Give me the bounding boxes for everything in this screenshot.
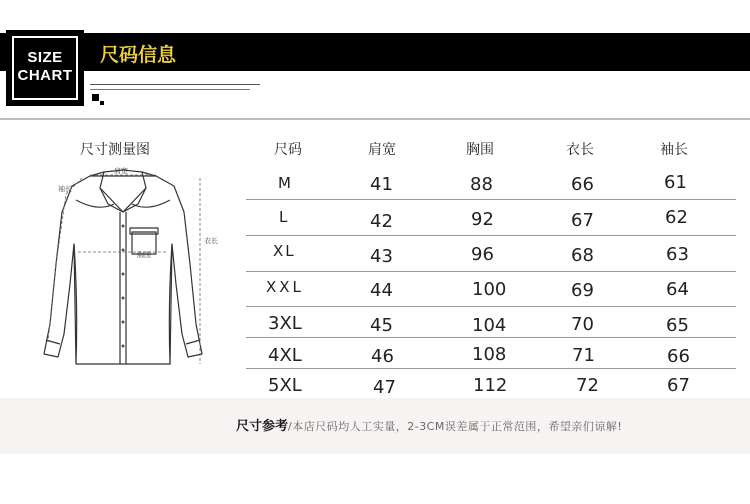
size-chart-badge — [6, 30, 84, 106]
decorative-line — [90, 84, 260, 85]
cell-sleeve: 61 — [664, 172, 687, 193]
shirt-diagram — [22, 164, 222, 379]
cell-size: L — [279, 208, 288, 226]
cell-size: 5XL — [268, 375, 302, 396]
cell-chest: 112 — [473, 375, 508, 396]
cell-size: 4XL — [268, 345, 302, 366]
row-divider — [246, 235, 736, 236]
page-title: 尺码信息 — [100, 44, 177, 66]
cell-size: M — [278, 174, 291, 192]
col-header-shoulder: 肩宽 — [368, 142, 396, 158]
cell-sleeve: 65 — [666, 315, 689, 336]
decorative-line — [90, 89, 250, 90]
badge-line-1: SIZE — [27, 49, 63, 66]
cell-sleeve: 67 — [667, 375, 690, 396]
row-divider — [246, 271, 736, 272]
col-header-chest: 胸围 — [466, 142, 494, 158]
col-header-sleeve: 袖长 — [660, 142, 688, 158]
cell-length: 70 — [571, 314, 594, 335]
cell-size: XXL — [266, 278, 304, 296]
decorative-square — [92, 94, 99, 101]
cell-chest: 92 — [471, 209, 494, 230]
decorative-square — [100, 101, 104, 105]
col-header-length: 衣长 — [566, 142, 594, 158]
cell-chest: 104 — [472, 315, 507, 336]
cell-sleeve: 64 — [666, 279, 689, 300]
label-chest: 胸围 — [137, 251, 151, 259]
footnote-label: 尺寸参考 — [236, 419, 289, 434]
cell-size: XL — [273, 242, 296, 260]
cell-shoulder: 41 — [370, 174, 393, 195]
label-shoulder: 肩宽 — [114, 167, 128, 175]
cell-length: 68 — [571, 245, 594, 266]
cell-length: 67 — [571, 210, 594, 231]
col-header-size: 尺码 — [274, 142, 302, 158]
cell-size: 3XL — [268, 313, 302, 334]
header-divider — [0, 118, 750, 120]
label-length: 衣长 — [204, 237, 218, 245]
label-sleeve: 袖长 — [58, 185, 72, 193]
cell-sleeve: 62 — [665, 207, 688, 228]
cell-length: 69 — [571, 280, 594, 301]
cell-chest: 96 — [471, 244, 494, 265]
cell-sleeve: 63 — [666, 244, 689, 265]
cell-shoulder: 47 — [373, 377, 396, 398]
row-divider — [246, 306, 736, 307]
cell-chest: 108 — [472, 344, 507, 365]
row-divider — [246, 337, 736, 338]
cell-sleeve: 66 — [667, 346, 690, 367]
cell-shoulder: 42 — [370, 211, 393, 232]
cell-length: 71 — [572, 345, 595, 366]
cell-length: 66 — [571, 174, 594, 195]
footnote — [236, 415, 622, 434]
badge-line-2: CHART — [17, 67, 73, 84]
cell-length: 72 — [576, 375, 599, 396]
cell-shoulder: 43 — [370, 246, 393, 267]
footnote-text: /本店尺码均人工实量，2-3CM误差属于正常范围，希望亲们谅解! — [288, 420, 623, 433]
diagram-title: 尺寸测量图 — [80, 142, 150, 158]
cell-shoulder: 45 — [370, 315, 393, 336]
cell-shoulder: 46 — [371, 346, 394, 367]
row-divider — [246, 368, 736, 369]
cell-chest: 100 — [472, 279, 507, 300]
cell-shoulder: 44 — [370, 280, 393, 301]
row-divider — [246, 199, 736, 200]
cell-chest: 88 — [470, 174, 493, 195]
